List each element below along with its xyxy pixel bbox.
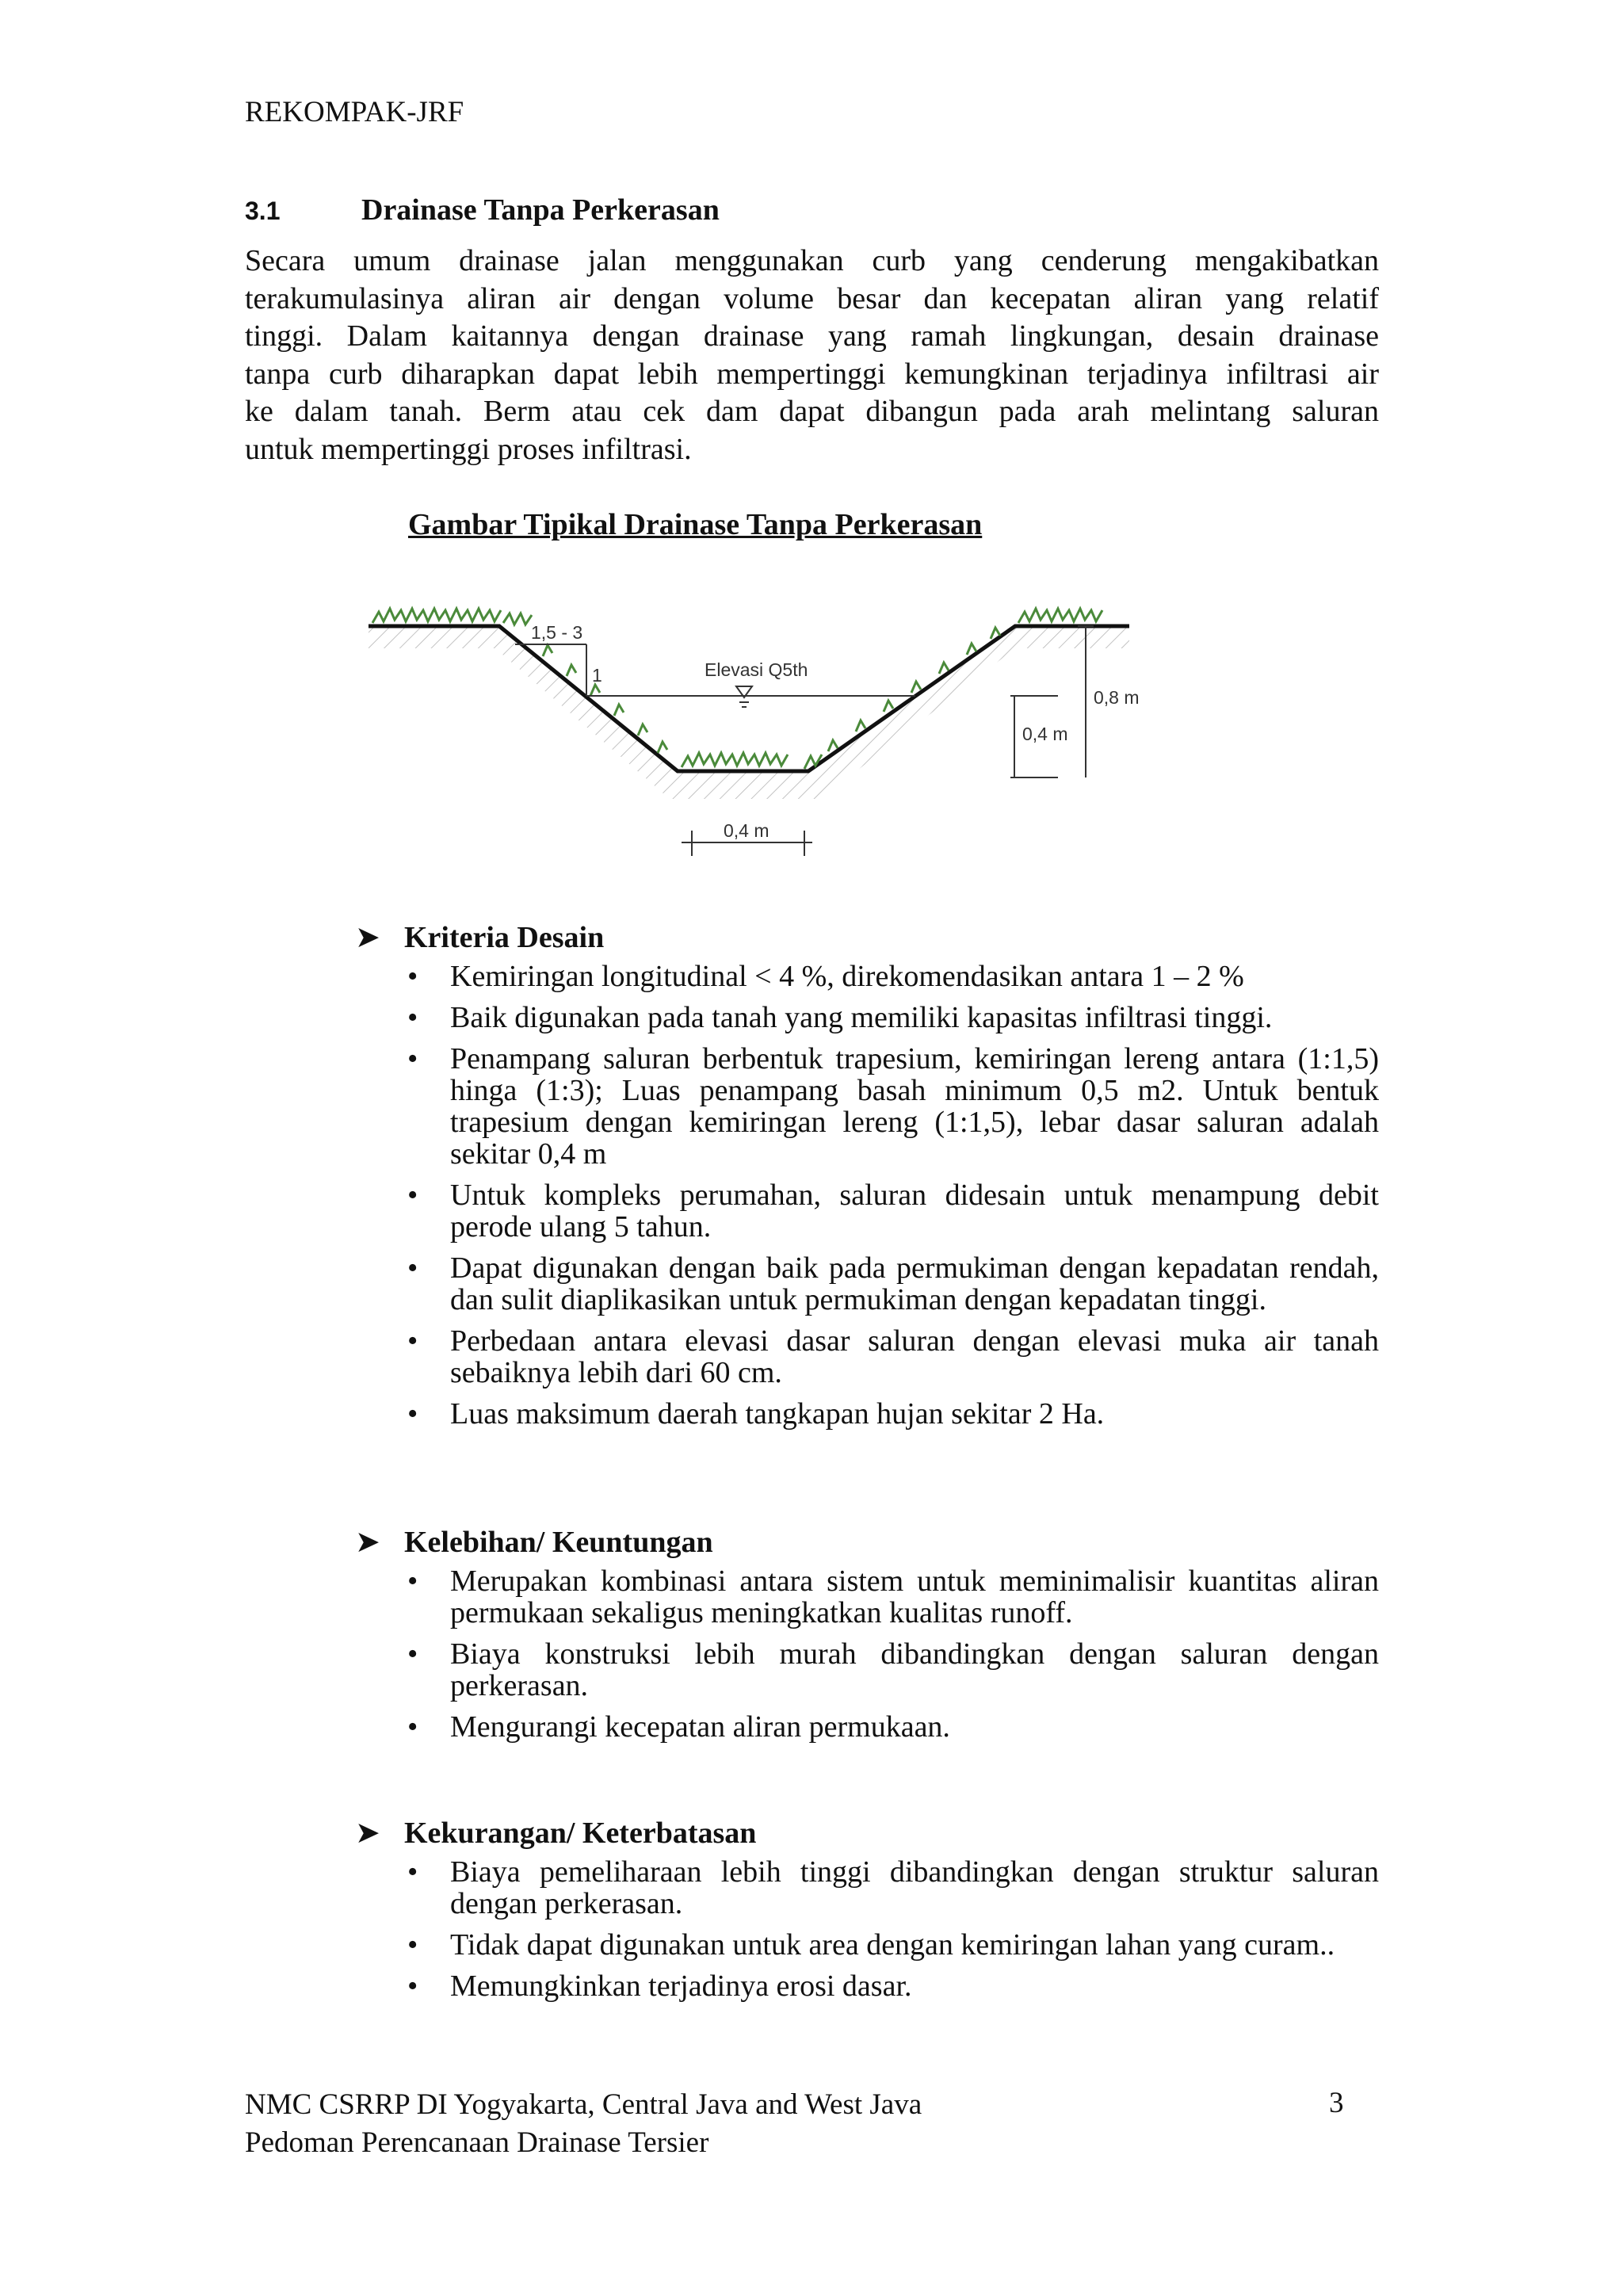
section-number: 3.1 xyxy=(245,197,281,225)
list-item: • Luas maksimum daerah tangkapan hujan sekitar 2 Ha. xyxy=(450,1398,1379,1430)
list-item: • Mengurangi kecepatan aliran permukaan. xyxy=(450,1711,1379,1743)
arrow-bullet-icon: ➤ xyxy=(355,1817,380,1850)
list-item: • Baik digunakan pada tanah yang memiliki kapasitas infiltrasi tinggi. xyxy=(450,1002,1379,1033)
label-slope-ratio: 1,5 - 3 xyxy=(531,622,583,643)
criteria-list xyxy=(450,961,1379,1439)
arrow-bullet-icon: ➤ xyxy=(355,921,380,954)
intro-paragraph xyxy=(245,243,1379,468)
advantages-heading xyxy=(355,1524,713,1560)
list-item: • Kemiringan longitudinal < 4 %, direkomendasikan antara 1 – 2 % xyxy=(450,961,1379,992)
cross-section-diagram xyxy=(361,593,1153,878)
disadvantages-heading xyxy=(355,1815,756,1851)
arrow-bullet-icon: ➤ xyxy=(355,1526,380,1559)
list-item: • Dapat digunakan dengan baik pada permukiman dengan kepadatan rendah, dan sulit diaplikasikan untuk permukiman dengan kepadatan tinggi. xyxy=(450,1252,1379,1316)
advantages-list xyxy=(450,1565,1379,1752)
list-item: • Memungkinkan terjadinya erosi dasar. xyxy=(450,1970,1379,2002)
advantages-title: Kelebihan/ Keuntungan xyxy=(404,1526,713,1559)
intro-line: Secara umum drainase jalan menggunakan curb yang cenderung mengakibatkan xyxy=(245,244,1379,277)
intro-line: terakumulasinya aliran air dengan volume besar dan kecepatan aliran yang relatif xyxy=(245,281,1379,315)
intro-line: tinggi. Dalam kaitannya dengan drainase yang ramah lingkungan, desain drainase xyxy=(245,319,1379,353)
page-number: 3 xyxy=(1329,2087,1344,2119)
intro-line: untuk mempertinggi proses infiltrasi. xyxy=(245,432,692,466)
list-item: • Tidak dapat digunakan untuk area dengan kemiringan lahan yang curam.. xyxy=(450,1929,1379,1961)
figure-title: Gambar Tipikal Drainase Tanpa Perkerasan xyxy=(408,508,983,541)
disadvantages-list xyxy=(450,1856,1379,2011)
intro-line: tanpa curb diharapkan dapat lebih mempertinggi kemungkinan terjadinya infiltrasi air xyxy=(245,357,1379,391)
list-item: • Perbedaan antara elevasi dasar saluran dengan elevasi muka air tanah sebaiknya lebih dari 60 cm. xyxy=(450,1325,1379,1389)
label-depth-total: 0,8 m xyxy=(1094,687,1140,708)
list-item: • Merupakan kombinasi antara sistem untuk meminimalisir kuantitas aliran permukaan sekaligus meningkatkan kualitas runoff. xyxy=(450,1565,1379,1629)
list-item: • Penampang saluran berbentuk trapesium, kemiringan lereng antara (1:1,5) hinga (1:3); Luas penampang basah minimum 0,5 m2. Untuk bentuk trapesium dengan kemiringan lereng (1:1,5), lebar dasar saluran adalah sekitar 0,4 m xyxy=(450,1043,1379,1170)
disadvantages-title: Kekurangan/ Keterbatasan xyxy=(404,1817,757,1850)
list-item: • Biaya pemeliharaan lebih tinggi dibandingkan dengan struktur saluran dengan perkerasan. xyxy=(450,1856,1379,1920)
criteria-heading xyxy=(355,919,604,955)
page-header: REKOMPAK-JRF xyxy=(245,96,464,128)
label-water-level: Elevasi Q5th xyxy=(705,659,808,680)
section-title: Drainase Tanpa Perkerasan xyxy=(361,193,720,227)
label-depth-water: 0,4 m xyxy=(1022,724,1068,744)
drainage-cross-section-figure xyxy=(361,593,1153,882)
list-item: • Untuk kompleks perumahan, saluran didesain untuk menampung debit perode ulang 5 tahun. xyxy=(450,1179,1379,1243)
list-item: • Biaya konstruksi lebih murah dibandingkan dengan saluran dengan perkerasan. xyxy=(450,1638,1379,1702)
footer-line-1: NMC CSRRP DI Yogyakarta, Central Java and West Java xyxy=(245,2088,922,2121)
intro-line: ke dalam tanah. Berm atau cek dam dapat dibangun pada arah melintang saluran xyxy=(245,395,1379,428)
criteria-title: Kriteria Desain xyxy=(404,921,605,954)
section-heading xyxy=(245,193,720,227)
label-slope-unit: 1 xyxy=(592,665,602,686)
footer-line-2: Pedoman Perencanaan Drainase Tersier xyxy=(245,2126,709,2159)
page-footer xyxy=(245,2086,922,2162)
label-bottom-width: 0,4 m xyxy=(724,820,769,841)
